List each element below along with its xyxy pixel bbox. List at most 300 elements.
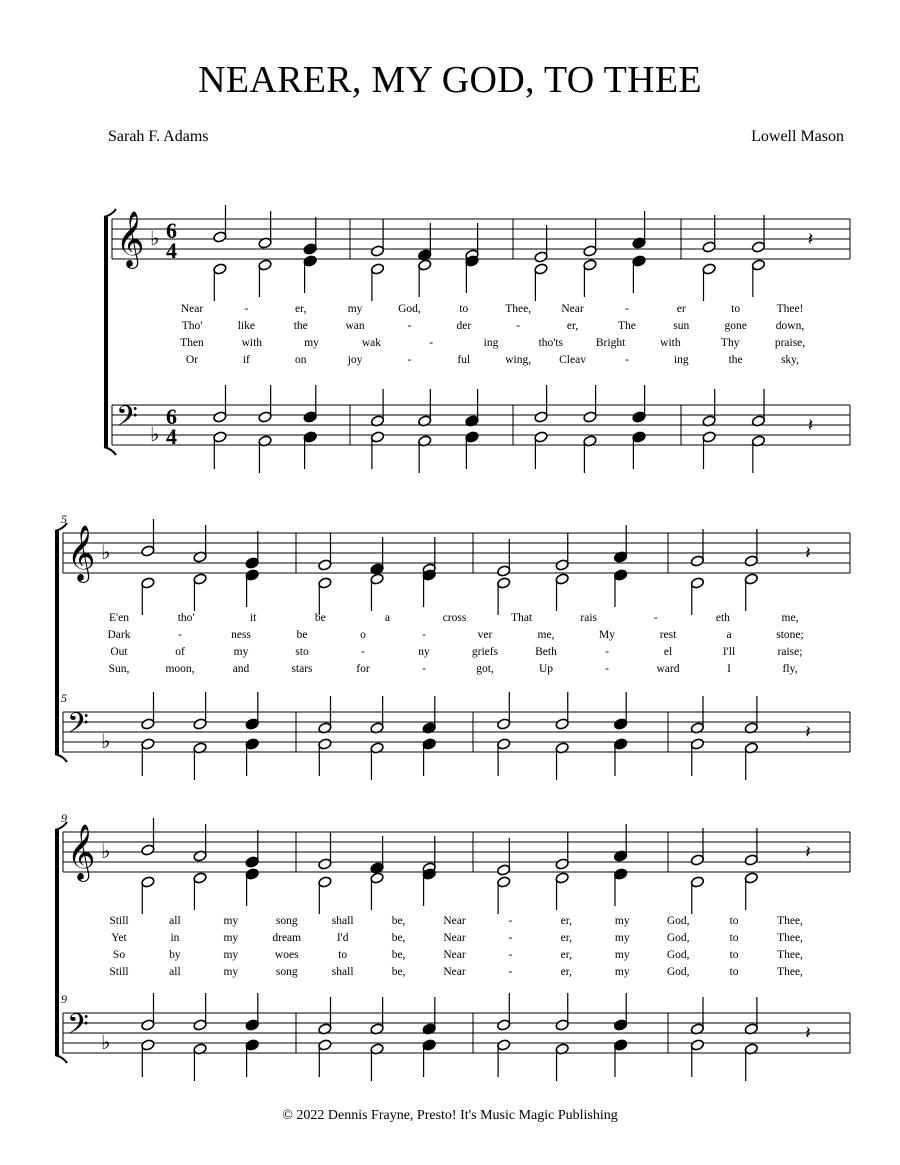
lyric-syllable: God, [666,915,690,927]
lyric-syllable: for [356,663,370,675]
notehead [465,431,479,443]
lyric-syllable: in [170,932,180,944]
bass-note [245,1039,259,1077]
lyric-syllable: I [727,663,731,675]
lyric-syllable: Yet [111,932,127,944]
treble-clef-icon: 𝄞 [116,213,145,266]
alto-note [497,577,511,615]
notehead [613,718,627,730]
notehead [744,555,758,567]
lyric-syllable: be [314,612,326,624]
alto-note [744,573,758,611]
lyric-syllable: down, [775,320,805,332]
bass-note [193,1043,207,1081]
measure-number: 9 [61,811,67,825]
lyric-syllable: - [624,303,629,315]
notehead [555,573,569,585]
bass-note [751,435,765,473]
notehead [690,876,704,888]
lyric-syllable: ing [673,354,689,366]
lyric-syllable: fly, [782,663,798,675]
notehead [613,1039,627,1051]
tenor-note [370,696,384,734]
notehead [213,231,227,243]
notehead [422,1039,436,1051]
tenor-note [422,997,436,1035]
bass-note [744,1043,758,1081]
lyric-syllable: - [407,354,412,366]
lyric-syllable: er, [560,915,573,927]
notehead [141,1019,155,1031]
lyric-syllable: to [729,915,739,927]
lyric-syllable: ing [483,337,499,349]
bass-note [465,431,479,469]
lyric-syllable: er [676,303,686,315]
lyric-syllable: song [275,915,298,927]
soprano-note [555,533,569,571]
notehead [193,872,207,884]
lyric-syllable: - [422,629,426,641]
lyric-syllable: cross [442,612,467,624]
bass-note [370,1043,384,1081]
lyric-syllable: Thee, [777,966,803,978]
lyric-syllable: a [384,612,390,624]
tenor-note [613,993,627,1031]
notehead [370,573,384,585]
alto-note [318,577,332,615]
bass-note [702,431,716,469]
tenor-note [418,389,432,427]
quarter-rest-icon: 𝄽 [805,1023,811,1043]
tenor-note [702,389,716,427]
tenor-note [245,993,259,1031]
tenor-note [744,997,758,1035]
lyric-syllable: Still [109,966,129,978]
soprano-note [193,824,207,862]
lyric-syllable: - [244,303,249,315]
lyric-syllable: o [360,629,366,641]
lyric-syllable: to [338,949,348,961]
notehead [318,876,332,888]
bass-note [690,1039,704,1077]
bass-note [583,435,597,473]
notehead [141,738,155,750]
lyric-syllable: Thee! [776,303,804,315]
lyric-syllable: - [178,629,182,641]
lyric-syllable: - [407,320,412,332]
notehead [632,411,646,423]
tenor-note [370,997,384,1035]
lyric-syllable: gone [724,320,747,332]
time-signature-numerator: 6 [166,404,177,429]
lyric-syllable: er, [560,966,573,978]
soprano-note [534,225,548,263]
bass-note [555,1043,569,1081]
lyric-syllable: Thee, [505,303,532,315]
soprano-note [497,838,511,876]
soprano-note [632,211,646,249]
lyric-syllable: er, [566,320,579,332]
notehead [497,864,511,876]
time-signature-denominator: 4 [166,238,177,263]
quarter-rest-icon: 𝄽 [807,229,814,249]
copyright-notice: © 2022 Dennis Frayne, Presto! It's Music Magic Publishing [282,1108,618,1123]
lyric-syllable: by [169,949,181,961]
bass-note [690,738,704,776]
lyric-syllable: my [304,337,319,349]
lyric-syllable: Thee, [777,949,803,961]
notehead [497,1039,511,1051]
lyric-syllable: That [511,612,533,624]
notehead [497,718,511,730]
quarter-rest-icon: 𝄽 [805,543,811,563]
lyric-syllable: - [508,932,513,944]
tenor-note [497,692,511,730]
bass-note [497,1039,511,1077]
lyric-syllable: sto [295,646,309,658]
tenor-note [141,993,155,1031]
notehead [258,259,272,271]
lyric-syllable: Dark [107,629,131,641]
tenor-note [422,696,436,734]
notehead [690,738,704,750]
alto-note [583,259,597,297]
alto-note [213,263,227,301]
bracket-cap [104,209,116,217]
lyric-syllable: - [508,949,513,961]
notehead [555,858,569,870]
bass-staff [63,712,850,752]
notehead [583,259,597,271]
notehead [141,1039,155,1051]
alto-note [690,577,704,615]
lyric-syllable: my [223,932,239,944]
lyric-syllable: Near [443,915,466,927]
lyric-syllable: - [516,320,521,332]
notehead [744,573,758,585]
lyric-syllable: - [361,646,365,658]
bass-clef-icon: 𝄢 [67,709,89,746]
alto-note [141,577,155,615]
lyric-syllable: I'd [336,932,349,944]
lyric-syllable: Tho' [181,320,203,332]
lyric-syllable: Thee, [777,932,803,944]
notehead [555,872,569,884]
lyric-syllable: ward [656,663,680,675]
lyric-syllable: My [599,629,615,641]
quarter-rest-icon: 𝄽 [805,842,811,862]
tenor-note [613,692,627,730]
notehead [245,1019,259,1031]
lyric-syllable: me, [537,629,555,641]
flat-key-signature-icon: ♭ [101,1032,111,1054]
notehead [613,569,627,581]
lyric-syllable: - [422,663,426,675]
notehead [534,411,548,423]
notehead [744,872,758,884]
lyric-syllable: got, [476,663,494,675]
lyric-syllable: be, [391,966,406,978]
bass-note [534,431,548,469]
flat-key-signature-icon: ♭ [101,542,111,564]
bass-note [555,742,569,780]
notehead [690,555,704,567]
notehead [632,255,646,267]
tenor-note [690,696,704,734]
lyric-syllable: shall [331,966,354,978]
treble-staff [63,533,850,573]
lyric-syllable: and [232,663,250,675]
notehead [193,1019,207,1031]
page-title: NEARER, MY GOD, TO THEE [198,59,702,101]
lyric-syllable: Sun, [108,663,130,675]
lyric-syllable: Near [561,303,584,315]
lyric-syllable: ful [457,354,471,366]
lyric-syllable: praise, [774,337,806,349]
bass-note [141,738,155,776]
lyric-syllable: raise; [777,646,803,658]
lyric-syllable: on [294,354,307,366]
lyric-syllable: all [169,966,181,978]
notehead [245,718,259,730]
tenor-note [245,692,259,730]
lyric-syllable: shall [331,915,354,927]
lyric-syllable: song [275,966,298,978]
lyric-syllable: my [223,949,239,961]
notehead [213,263,227,275]
lyric-syllable: Or [185,354,199,366]
alto-note [141,876,155,914]
time-signature-numerator: 6 [166,218,177,243]
flat-key-signature-icon: ♭ [150,228,160,250]
alto-note [744,872,758,910]
soprano-note [751,215,765,253]
lyric-syllable: sky, [780,354,800,366]
lyric-syllable: dream [272,932,302,944]
treble-clef-icon: 𝄞 [67,826,96,879]
alto-note [193,573,207,611]
alto-note [370,573,384,611]
bass-note [744,742,758,780]
lyric-syllable: woes [274,949,299,961]
soprano-note [318,832,332,870]
soprano-note [318,533,332,571]
lyric-syllable: er, [560,932,573,944]
lyric-syllable: rest [659,629,677,641]
notehead [213,411,227,423]
lyric-syllable: tho'ts [538,337,564,349]
notehead [534,263,548,275]
lyric-syllable: Near [443,932,466,944]
tenor-note [744,696,758,734]
soprano-note [213,205,227,243]
lyric-syllable: sun [673,320,690,332]
lyric-syllable: Thy [720,337,740,349]
notehead [370,431,384,443]
tenor-note [497,993,511,1031]
tenor-note [555,692,569,730]
bass-note [632,431,646,469]
lyric-syllable: all [169,915,181,927]
notehead [318,858,332,870]
tenor-note [583,385,597,423]
alto-note [465,255,479,293]
notehead [245,569,259,581]
bass-clef-icon: 𝄢 [116,402,138,439]
soprano-note [744,529,758,567]
lyric-syllable: wan [345,320,365,332]
flat-key-signature-icon: ♭ [150,424,160,446]
lyric-syllable: E'en [109,612,129,624]
lyric-syllable: rais [580,612,598,624]
lyric-syllable: Still [109,915,129,927]
notehead [303,255,317,267]
tenor-note [690,997,704,1035]
notehead [141,844,155,856]
notehead [141,577,155,589]
measure-number: 5 [61,512,67,526]
bass-note [318,1039,332,1077]
notehead [702,241,716,253]
soprano-note [702,215,716,253]
alto-note [751,259,765,297]
lyric-syllable: with [660,337,681,349]
notehead [702,431,716,443]
bracket-cap [104,447,116,455]
lyric-syllable: Up [538,663,554,675]
soprano-note [690,529,704,567]
lyric-syllable: God, [666,966,690,978]
soprano-note [690,828,704,866]
lyric-syllable: I'll [722,646,736,658]
tenor-note [632,385,646,423]
notehead [303,431,317,443]
tenor-note [141,692,155,730]
lyric-syllable: Near [180,303,204,315]
lyric-syllable: moon, [165,663,195,675]
lyric-syllable: Near [443,949,466,961]
lyric-syllable: Then [180,337,204,349]
soprano-note [258,211,272,249]
tenor-note [751,389,765,427]
lyric-syllable: be, [391,932,406,944]
alto-note [613,868,627,906]
lyric-syllable: joy [347,354,363,366]
notehead [370,245,384,257]
notehead [497,738,511,750]
notehead [245,557,259,569]
soprano-note [141,818,155,856]
lyric-syllable: ness [231,629,251,641]
notehead [702,263,716,275]
flat-key-signature-icon: ♭ [101,731,111,753]
soprano-note [744,828,758,866]
lyricist-credit: Sarah F. Adams [108,128,209,145]
lyric-syllable: - [653,612,658,624]
lyric-syllable: Bright [595,337,626,349]
tenor-note [303,385,317,423]
soprano-note [370,219,384,257]
lyric-syllable: eth [715,612,730,624]
flat-key-signature-icon: ♭ [101,841,111,863]
lyric-syllable: wak [361,337,381,349]
bass-note [318,738,332,776]
alto-note [690,876,704,914]
lyric-syllable: God, [666,949,690,961]
alto-note [370,263,384,301]
lyric-syllable: my [614,966,630,978]
bass-note [193,742,207,780]
notehead [370,263,384,275]
alto-note [245,868,259,906]
notehead [751,259,765,271]
notehead [422,738,436,750]
notehead [245,856,259,868]
notehead [690,1039,704,1051]
lyric-syllable: - [508,966,513,978]
bass-clef-icon: 𝄢 [67,1010,89,1047]
alto-note [534,263,548,301]
tenor-note [555,993,569,1031]
lyric-syllable: - [605,663,609,675]
lyric-syllable: if [242,354,250,366]
lyric-syllable: Out [110,646,128,658]
notehead [418,259,432,271]
lyric-syllable: my [223,966,239,978]
treble-clef-icon: 𝄞 [67,527,96,580]
lyric-syllable: to [729,932,739,944]
bass-note [497,738,511,776]
lyric-syllable: Beth [535,646,557,658]
bass-note [370,431,384,469]
lyric-syllable: be [296,629,308,641]
lyric-syllable: Near [443,966,466,978]
notehead [613,1019,627,1031]
bass-note [141,1039,155,1077]
notehead [258,411,272,423]
measure-number: 5 [61,691,67,705]
bass-note [245,738,259,776]
notehead [583,411,597,423]
notehead [613,868,627,880]
notehead [555,1019,569,1031]
lyric-syllable: stone; [776,629,804,641]
bracket-cap [55,754,67,762]
alto-note [318,876,332,914]
time-signature-denominator: 4 [166,424,177,449]
bracket-cap [55,1055,67,1063]
treble-staff [63,832,850,872]
notehead [497,577,511,589]
lyric-syllable: of [175,646,185,658]
soprano-note [613,824,627,862]
lyric-syllable: to [459,303,469,315]
notehead [744,854,758,866]
notehead [613,738,627,750]
notehead [555,718,569,730]
alto-note [418,259,432,297]
bass-note [613,738,627,776]
soprano-note [193,525,207,563]
notehead [370,872,384,884]
soprano-note [245,531,259,569]
tenor-note [318,997,332,1035]
bass-note [613,1039,627,1077]
lyric-syllable: wing, [505,354,532,366]
lyric-syllable: to [729,966,739,978]
lyric-syllable: my [614,915,630,927]
notehead [555,559,569,571]
